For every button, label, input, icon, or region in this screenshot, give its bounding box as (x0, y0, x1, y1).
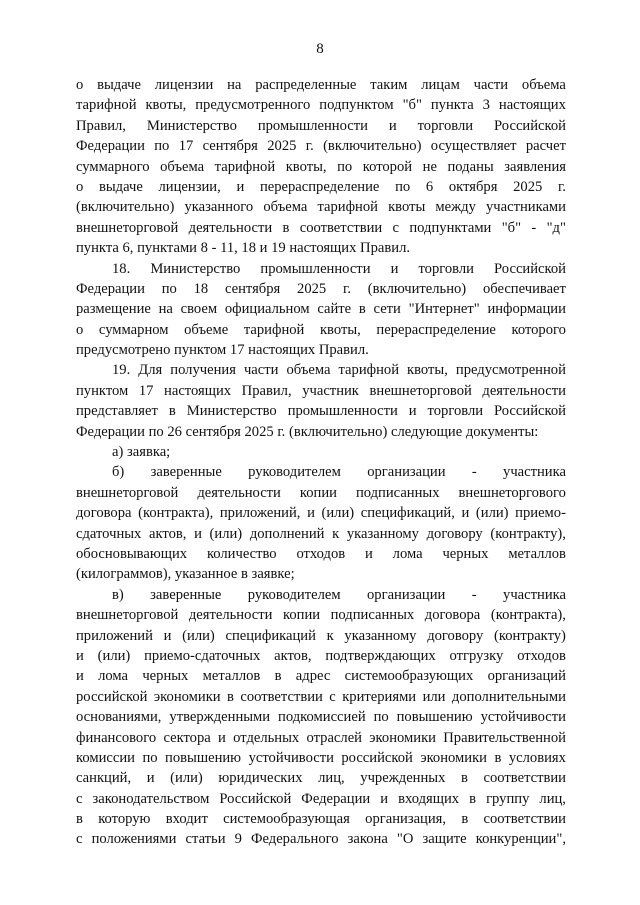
text-line: пункта 6, пунктами 8 - 11, 18 и 19 настоящих Правил. (76, 240, 410, 257)
text-line: Федерации по 18 сентября 2025 г. (включительно) обеспечивает (76, 280, 566, 297)
text-line: пунктом 17 настоящих Правил, участник внешнеторговой деятельности (76, 382, 566, 399)
text-line: приложений и (или) спецификаций к указанному договору (контракту) (76, 627, 566, 644)
text-line: договора (контракта), приложений, и (или) спецификаций, и (или) приемо- (76, 505, 566, 522)
text-line: внешнеторговой деятельности копии подписанных договора (контракта), (76, 607, 566, 624)
text-line: российской экономики в соответствии с критериями или дополнительными (76, 688, 566, 705)
text-line: представляет в Министерство промышленности и торговли Российской (76, 403, 566, 420)
text-line: (включительно) указанного объема тарифной квоты между участниками (76, 199, 566, 216)
text-line: внешнеторговой деятельности в соответствии с подпунктами "б" - "д" (76, 219, 566, 236)
text-line: размещение на своем официальном сайте в сети "Интернет" информации (76, 301, 566, 318)
text-line: тарифной квоты, предусмотренного подпунктом "б" пункта 3 настоящих (76, 97, 566, 114)
document-body (76, 75, 566, 850)
text-line: суммарного объема тарифной квоты, по которой не поданы заявления (76, 158, 566, 175)
page-number: 8 (316, 41, 324, 57)
text-line: 18. Министерство промышленности и торговли Российской (112, 260, 566, 277)
text-line: с законодательством Российской Федерации и входящих в группу лиц, (76, 790, 566, 807)
text-line: внешнеторговой деятельности копии подписанных внешнеторгового (76, 484, 566, 501)
text-line: обосновывающих количество отходов и лома черных металлов (76, 545, 566, 562)
text-line: о выдаче лицензии на распределенные таким лицам части объема (76, 77, 566, 93)
text-line: Правил, Министерство промышленности и торговли Российской (76, 117, 566, 134)
text-line: сдаточных актов, и (или) дополнений к указанному договору (контракту), (76, 525, 566, 542)
text-line: финансового сектора и отдельных отраслей экономики Правительственной (76, 729, 566, 746)
text-line: и (или) приемо-сдаточных актов, подтверждающих отгрузку отходов (76, 647, 566, 664)
text-line: б) заверенные руководителем организации - участника (112, 464, 566, 481)
text-line: о выдаче лицензии, и перераспределение по 6 октября 2025 г. (76, 178, 566, 195)
text-line: Федерации по 26 сентября 2025 г. (включительно) следующие документы: (76, 423, 539, 440)
text-line: с положениями статьи 9 Федерального закона "О защите конкуренции", (76, 831, 566, 848)
text-line: предусмотрено пунктом 17 настоящих Правил. (76, 342, 369, 359)
text-line: о суммарном объеме тарифной квоты, перераспределение которого (76, 321, 566, 338)
text-line: в которую входит системообразующая организация, в соответствии (76, 811, 566, 828)
text-line: Федерации по 17 сентября 2025 г. (включительно) осуществляет расчет (76, 138, 566, 155)
text-line: основаниями, утвержденными подкомиссией по повышению устойчивости (76, 709, 566, 726)
text-line: и лома черных металлов в адрес системообразующих организаций (76, 668, 566, 685)
text-line: в) заверенные руководителем организации - участника (112, 586, 566, 603)
text-line: (килограммов), указанное в заявке; (76, 566, 295, 583)
text-line: комиссии по повышению устойчивости российской экономики в условиях (76, 749, 566, 766)
text-line: санкций, и (или) юридических лиц, учрежденных в соответствии (76, 770, 566, 787)
text-line: а) заявка; (112, 444, 171, 461)
text-line: 19. Для получения части объема тарифной квоты, предусмотренной (112, 362, 566, 379)
